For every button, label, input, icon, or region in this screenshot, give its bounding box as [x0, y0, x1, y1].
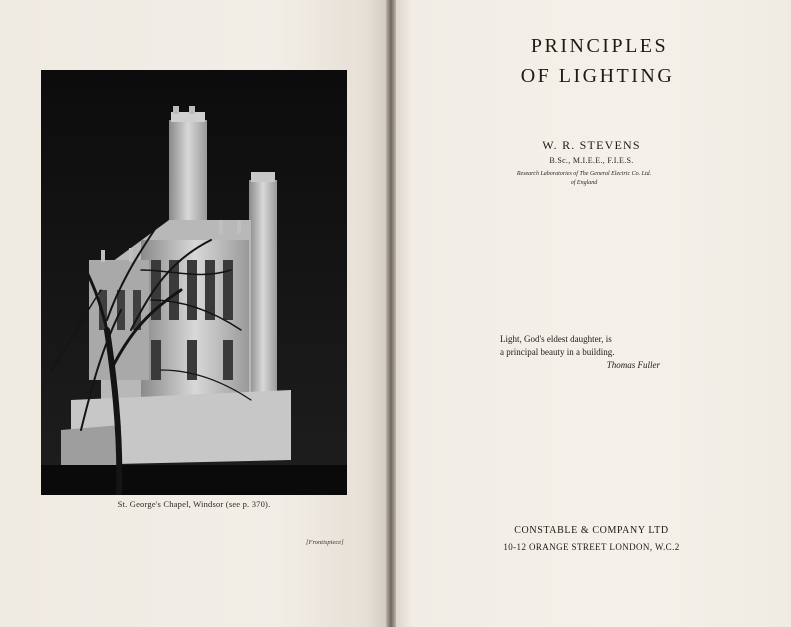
author-affiliation [490, 170, 678, 188]
epigraph-line-1: Light, God's eldest daughter, is [500, 334, 612, 344]
epigraph-attribution: Thomas Fuller [606, 360, 660, 370]
epigraph-line-2: a principal beauty in a building. [500, 346, 615, 357]
frontispiece-label: [Frontispiece] [306, 539, 344, 546]
photo-caption: St. George's Chapel, Windsor (see p. 370). [117, 499, 271, 509]
title-line-1: PRINCIPLES [530, 35, 669, 57]
author-name: W. R. STEVENS [542, 138, 641, 152]
chapel-photograph-icon [41, 70, 347, 495]
epigraph [500, 333, 660, 372]
affiliation-line-1: Research Laboratories of The General Electric Co. Ltd. [516, 171, 652, 177]
publisher-address: 10-12 ORANGE STREET LONDON, W.C.2 [503, 542, 680, 552]
title-line-2: OF LIGHTING [520, 65, 675, 87]
affiliation-line-2: of England [570, 180, 598, 186]
publisher-name: CONSTABLE & COMPANY LTD [514, 525, 669, 536]
frontispiece-photograph [41, 70, 347, 495]
author-qualifications: B.Sc., M.I.E.E., F.I.E.S. [549, 156, 634, 165]
